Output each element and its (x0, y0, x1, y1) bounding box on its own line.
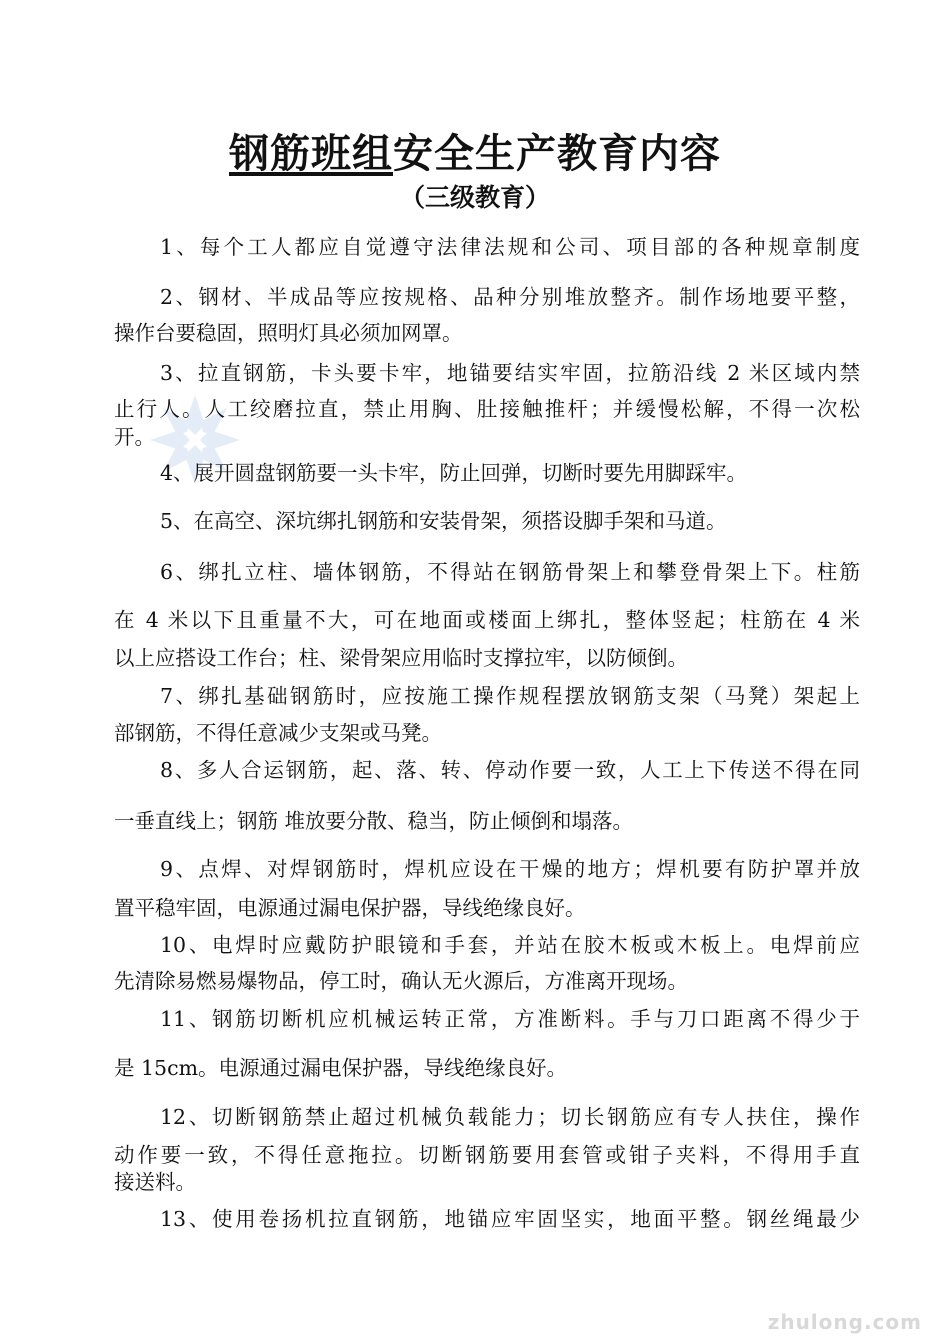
text-line: 12、切断钢筋禁止超过机械负载能力；切长钢筋应有专人扶住，操作 (160, 1105, 860, 1129)
text-line: 13、使用卷扬机拉直钢筋，地锚应牢固坚实，地面平整。钢丝绳最少 (160, 1207, 860, 1231)
page-title (0, 122, 950, 179)
text-line: 开。 (114, 425, 155, 449)
text-line: 以上应搭设工作台；柱、梁骨架应用临时支撑拉牢，以防倾倒。 (114, 646, 688, 670)
text-line: 3、拉直钢筋，卡头要卡牢，地锚要结实牢固，拉筋沿线 2 米区域内禁 (160, 361, 860, 385)
text-line: 7、绑扎基础钢筋时，应按施工操作规程摆放钢筋支架（马凳）架起上 (160, 684, 860, 708)
text-line: 是 15cm。电源通过漏电保护器，导线绝缘良好。 (114, 1056, 568, 1080)
text-line: 11、钢筋切断机应机械运转正常，方准断料。手与刀口距离不得少于 (160, 1007, 860, 1031)
text-line: 在 4 米以下且重量不大，可在地面或楼面上绑扎，整体竖起；柱筋在 4 米 (114, 608, 860, 632)
page-subtitle: （三级教育） (399, 183, 550, 212)
text-line: 8、多人合运钢筋，起、落、转、停动作要一致，人工上下传送不得在同 (160, 758, 860, 782)
text-line: 接送料。 (114, 1170, 196, 1194)
text-line: 动作要一致，不得任意拖拉。切断钢筋要用套管或钳子夹料，不得用手直 (114, 1143, 860, 1167)
text-line: 9、点焊、对焊钢筋时，焊机应设在干燥的地方；焊机要有防护罩并放 (160, 857, 860, 881)
footer-watermark: zhulong.com (767, 1310, 922, 1334)
text-line: 部钢筋，不得任意减少支架或马凳。 (114, 721, 442, 745)
text-line: 2、钢材、半成品等应按规格、品种分别堆放整齐。制作场地要平整， (160, 285, 860, 309)
text-line: 5、在高空、深坑绑扎钢筋和安装骨架，须搭设脚手架和马道。 (160, 509, 727, 533)
title-underlined: 钢筋班组 (229, 131, 393, 177)
text-line: 先清除易燃易爆物品，停工时，确认无火源后，方准离开现场。 (114, 969, 688, 993)
title-rest: 安全生产教育内容 (393, 131, 721, 177)
text-line: 4、展开圆盘钢筋要一头卡牢，防止回弹，切断时要先用脚踩牢。 (160, 461, 748, 485)
text-line: 置平稳牢固，电源通过漏电保护器，导线绝缘良好。 (114, 896, 586, 920)
text-line: 6、绑扎立柱、墙体钢筋，不得站在钢筋骨架上和攀登骨架上下。柱筋 (160, 560, 860, 584)
text-line: 1、每个工人都应自觉遵守法律法规和公司、项目部的各种规章制度 (160, 235, 860, 259)
text-line: 止行人。人工绞磨拉直，禁止用胸、肚接触推杆；并缓慢松解，不得一次松 (114, 397, 860, 421)
text-line: 10、电焊时应戴防护眼镜和手套，并站在胶木板或木板上。电焊前应 (160, 933, 860, 957)
text-line: 一垂直线上；钢筋 堆放要分散、稳当，防止倾倒和塌落。 (114, 809, 634, 833)
text-line: 操作台要稳固，照明灯具必须加网罩。 (114, 321, 463, 345)
